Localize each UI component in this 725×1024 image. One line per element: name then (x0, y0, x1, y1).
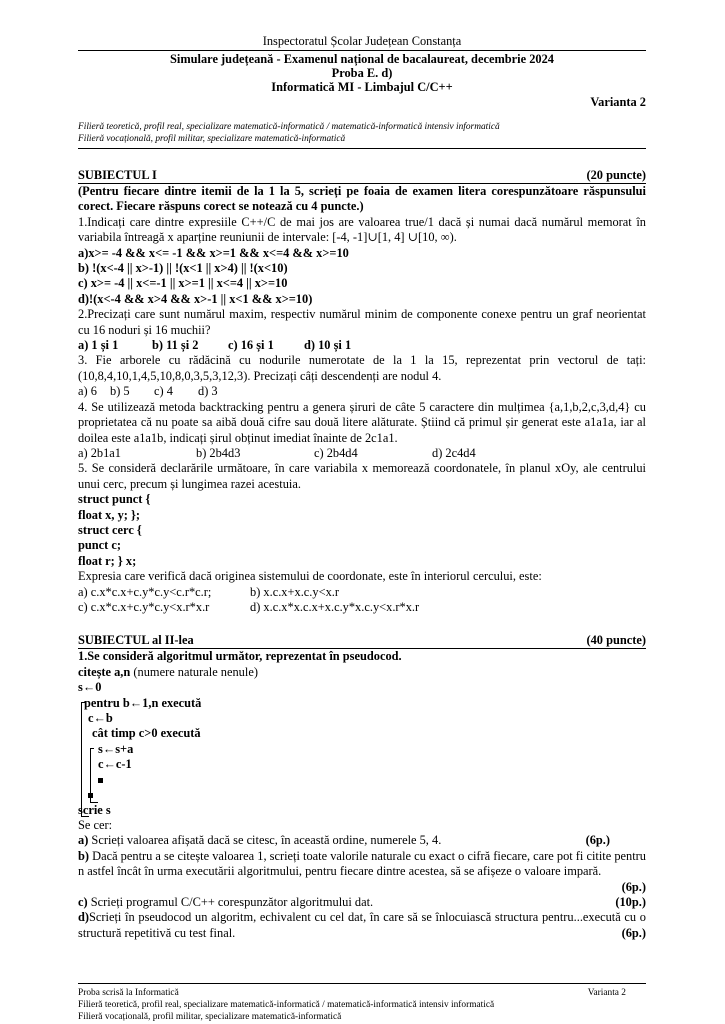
section-2-question-1: 1.Se consideră algoritmul următor, reprezentat în pseudocod. (78, 649, 402, 664)
footer-right: Varianta 2 (587, 988, 626, 998)
footer-filiera-2: Filieră vocațională, profil militar, specializare matematică-informatică (78, 1012, 342, 1022)
pseudo-for: pentru b←1,n execută (84, 695, 202, 710)
while-bracket (90, 748, 91, 802)
q3-option-a: a) 6 (78, 384, 97, 399)
q4-option-d: d) 2c4d4 (432, 445, 476, 460)
section-1-header (78, 168, 646, 184)
question-4: 4. Se utilizează metoda backtracking pentru a genera șiruri de câte 5 caractere din mulțimea {a,1,b,2,c,3,d,4} cu proprietatea că nu poate sa aibă două cifre sau două litere alăturate. Știind că primul șir generat este a1a1a, iar al doilea este a1a1b, indicați șirul obținut imediat înainte de 2c1a1. (78, 399, 646, 445)
pseudo-write: scrie s (78, 802, 111, 817)
item-a-text: Scrieți valoarea afișată dacă se citesc, în această ordine, numerele 5, 4. (88, 833, 442, 848)
q1-option-c: c) x>= -4 || x<=-1 || x>=1 || x<=4 || x>=10 (78, 276, 288, 291)
question-3: 3. Fie arborele cu rădăcină cu nodurile numerotate de la 1 la 15, reprezentat prin vectorul de tați: (10,8,4,10,1,4,5,10,8,0,3,5,3,12,3). Precizați câți descendenți are nodul 4. (78, 353, 646, 383)
item-c (78, 895, 646, 910)
section-1-intro: (Pentru fiecare dintre itemii de la 1 la 5, scrieți pe foaia de examen litera corespunzătoare răspunsului corect. Fiecare răspuns corect se notează cu 4 puncte.) (78, 184, 646, 214)
section-1-title: SUBIECTUL I (78, 168, 157, 183)
q4-option-c: c) 2b4d4 (314, 445, 358, 460)
pseudo-init: s←0 (78, 680, 102, 695)
code-line-4: punct c; (78, 538, 122, 553)
end-while-marker (98, 778, 103, 783)
pseudo-assign-c: c←b (88, 711, 113, 726)
q2-option-d: d) 10 și 1 (304, 338, 352, 353)
code-line-5: float r; } x; (78, 553, 137, 568)
pseudocode-block (78, 665, 646, 818)
pseudo-read-note: (numere naturale nenule) (130, 664, 258, 679)
q1-option-d: d)!(x<-4 && x>4 && x>-1 || x<1 && x>=10) (78, 291, 313, 306)
q4-option-a: a) 2b1a1 (78, 445, 122, 460)
question-5: 5. Se consideră declarările următoare, în care variabila x memorează coordonatele, în planul xOy, ale centrului unui cerc, precum și lungimea razei acestuia. (78, 461, 646, 491)
footer-left: Proba scrisă la Informatică (78, 988, 179, 998)
while-bracket-bottom (90, 802, 98, 803)
item-c-text: Scrieți programul C/C++ corespunzător algoritmului dat. (87, 895, 374, 910)
q5-option-a: a) c.x*c.x+c.y*c.y<c.r*c.r; (78, 584, 212, 599)
page-footer (78, 983, 646, 1023)
question-5-prompt: Expresia care verifică dacă originea sistemului de coordonate, este în interiorul cercului, este: (78, 569, 542, 584)
code-line-3: struct cerc { (78, 522, 142, 537)
pseudo-dec: c←c-1 (98, 757, 132, 772)
q5-options-row-2 (78, 600, 646, 615)
item-a-label: a) (78, 833, 89, 848)
proba-title: Proba E. d) (331, 66, 393, 81)
question-1: 1.Indicați care dintre expresiile C++/C de mai jos are valoarea true/1 dacă și numai dacă numărul memorat în variabila întreagă x aparține reuniunii de intervale: [-4, -1]∪[1, 4] ∪[10, ∞). (78, 214, 646, 245)
item-b-label: b) (78, 848, 90, 863)
item-b-text: Dacă pentru a se citește valoarea 1, scrieți toate valorile naturale cu exact o cifră fiecare, care pot fi citite pentru n astfel încât în urma executării algoritmului, pentru fiecare dintre acestea, să se afișeze o valoare impară. (78, 848, 646, 879)
q2-option-c: c) 16 și 1 (228, 338, 274, 353)
exam-title: Simulare județeană - Examenul național de bacalaureat, decembrie 2024 (170, 52, 554, 66)
q1-option-a: a)x>= -4 && x<= -1 && x>=1 && x<=4 && x>=10 (78, 245, 349, 260)
item-d-text: Scrieți în pseudocod un algoritm, echivalent cu cel dat, în care să se înlocuiască structura pentru...execută cu o structură repetitivă cu test final. (78, 910, 646, 940)
inspectorat-title: Inspectoratul Școlar Județean Constanța (262, 34, 462, 48)
for-bracket-bottom (81, 816, 89, 817)
section-2-header (78, 633, 646, 649)
for-bracket (81, 702, 82, 816)
varianta-label: Varianta 2 (590, 94, 646, 109)
subject-title: Informatică MI - Limbajul C/C++ (271, 80, 453, 95)
q3-options (78, 384, 646, 399)
item-c-points: (10p.) (615, 895, 646, 910)
q2-option-a: a) 1 și 1 (78, 338, 119, 353)
q2-option-b: b) 11 și 2 (152, 338, 199, 353)
item-c-label: c) (78, 895, 88, 910)
section-2-points: (40 puncte) (586, 633, 646, 648)
q1-option-b: b) !(x<-4 || x>-1) || !(x<1 || x>4) || !(x<10) (78, 261, 288, 276)
q3-option-d: d) 3 (198, 384, 218, 399)
item-b (78, 849, 646, 880)
question-2: 2.Precizați care sunt numărul maxim, respectiv numărul minim de componente conexe pentru un graf neorientat cu 16 noduri și 16 muchii? (78, 307, 646, 337)
code-line-2: float x, y; }; (78, 507, 141, 522)
se-cer: Se cer: (78, 818, 113, 833)
code-line-1: struct punct { (78, 492, 151, 507)
item-b-points: (6p.) (621, 879, 646, 894)
q5-option-c: c) c.x*c.x+c.y*c.y<x.r*x.r (78, 599, 210, 614)
section-1-points: (20 puncte) (586, 168, 646, 183)
q5-option-d: d) x.c.x*x.c.x+x.c.y*x.c.y<x.r*x.r (250, 599, 420, 614)
section-2-title: SUBIECTUL al II-lea (78, 633, 194, 648)
item-a-points: (6p.) (585, 833, 610, 848)
item-d-label: d) (78, 910, 90, 925)
pseudo-while: cât timp c>0 execută (92, 726, 201, 741)
exam-page (78, 34, 646, 942)
q4-option-b: b) 2b4d3 (196, 445, 241, 460)
q2-options (78, 338, 646, 353)
footer-filiera-1: Filieră teoretică, profil real, specializare matematică-informatică / matematică-informatică intensiv informatică (78, 1000, 495, 1010)
item-d-points: (6p.) (621, 926, 646, 941)
q3-option-c: c) 4 (154, 384, 173, 399)
filiera-line-2: Filieră vocațională, profil militar, specializare matematică-informatică (78, 133, 346, 144)
pseudo-add: s←s+a (98, 741, 134, 756)
q3-option-b: b) 5 (110, 384, 130, 399)
q4-options (78, 446, 646, 461)
filiera-line-1: Filieră teoretică, profil real, specializare matematică-informatică / matematică-informatică intensiv informatică (78, 122, 500, 133)
item-a (78, 833, 646, 848)
pseudo-read: citește a,n (78, 664, 131, 679)
q5-options-row-1 (78, 585, 646, 600)
q5-option-b: b) x.c.x+x.c.y<x.r (250, 584, 339, 599)
